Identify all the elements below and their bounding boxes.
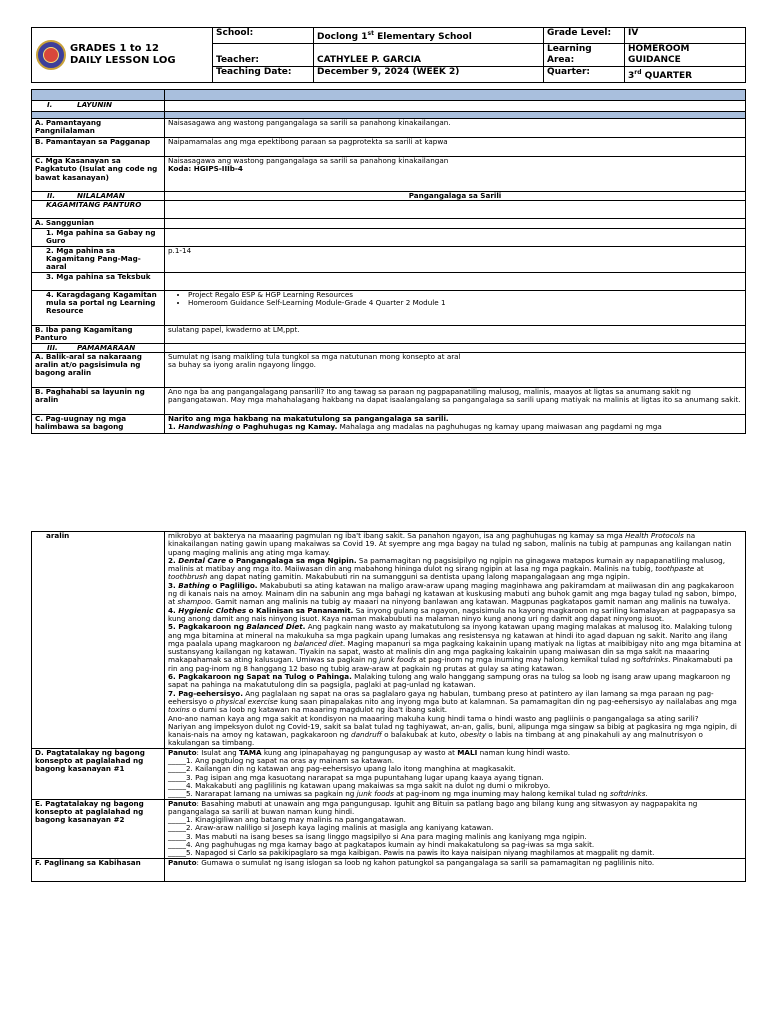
row-gabay-guro-label: 1. Mga pahina sa Gabay ng Guro (32, 228, 165, 246)
row-paglinang-value: Panuto: Gumawa o sumulat ng isang islogan sa loob ng kahon patungkol sa pangangalaga sa sarili sa pamamagitan ng paglilinis nito. (165, 858, 746, 881)
row-pamantayang-pangnilalaman-label: A. Pamantayang Pangnilalaman (32, 119, 165, 138)
row-pagtatalakay-1-value: Panuto: Isulat ang TAMA kung ang ipinapahayag ng pangungusap ay wasto at MALI naman kung hindi wasto. _____1. Ang pagtulog ng sapat na oras ay mainam sa katawan. _____2. Kailangan din ng katawan ang pag-eehersisyo upang lalo itong manghina at magkasakit. _____3. Pag isipan ang mga kasuotang nararapat sa mga pupuntahang lugar upang kaaya ayang tignan. _____4. Makakabuti ang paglilinis ng katawan upang makaiwas sa mga sakit na dulot ng dumi o mikrobyo. _____5. Nararapat lamang na umiwas sa pagkain ng junk foods at pag-inom ng mga inuming may halong kemikal tulad ng softdrinks. (165, 748, 746, 799)
quiz-item: _____5. Napagod si Carlo sa pakikipaglaro sa mga kaibigan. Pawis na pawis ito kaya naisipan niyang maghilamos at magpalit ng damit. (168, 848, 655, 858)
row-iba-pang-kagamitan-value: sulatang papel, kwaderno at LM,ppt. (165, 325, 746, 343)
logo-cell (32, 28, 213, 83)
school-value: Doclong 1st Elementary School (314, 28, 544, 44)
row-paghahabi-label: B. Paghahabi sa layunin ng aralin (32, 387, 165, 414)
section-nilalaman: II. NILALAMAN (32, 192, 165, 201)
date-value: December 9, 2024 (WEEK 2) (314, 67, 544, 83)
row-iba-pang-kagamitan-label: B. Iba pang Kagamitang Panturo (32, 325, 165, 343)
resource-item: • Homeroom Guidance Self-Learning Module-Grade 4 Quarter 2 Module 1 (188, 299, 742, 307)
row-pamantayang-pangnilalaman-value: Naisasagawa ang wastong pangangalaga sa sarili sa panahong kinakailangan. (165, 119, 746, 138)
row-pamantayan-sa-pagganap-value: Naipamamalas ang mga epektibong paraan sa pagprotekta sa sarili at kapwa (165, 138, 746, 157)
row-balik-aral-label: A. Balik-aral sa nakaraang aralin at/o pagsisimula ng bagong aralin (32, 352, 165, 387)
quarter-label: Quarter: (544, 67, 625, 83)
quiz-item: _____2. Kailangan din ng katawan ang pag-eehersisyo upang lalo itong manghina at magkasakit. (168, 764, 516, 774)
row-kasanayan-value: Naisasagawa ang wastong pangangalaga sa sarili sa panahong kinakailangan Koda: HGIPS-IIIb-4 (165, 157, 746, 192)
school-label: School: (213, 28, 314, 44)
row-karagdagang-kagamitan-label: 4. Karagdagang Kagamitan mula sa portal ng Learning Resource (32, 290, 165, 325)
row-sanggunian-label: A. Sanggunian (32, 219, 165, 228)
row-aralin-label: aralin (32, 532, 165, 749)
lesson-table-page-2 (31, 531, 746, 882)
row-paglinang-label: F. Paglinang sa Kabihasan (32, 858, 165, 881)
row-paghahabi-value: Ano nga ba ang pangangalagang pansarili? Ito ang tawag sa paraan ng pagpapanatiling malusog, malinis, maayos at ligtas sa anumang sakit ng pangangatawan. May mga mahahalagang hakbang na dapat isaalangalang sa pangangalaga sa sarili upang matiyak na malinis at ligtas ito sa anumang sakit. (165, 387, 746, 414)
grade-label: Grade Level: (544, 28, 625, 44)
row-pag-uugnay-label: C. Pag-uugnay ng mga halimbawa sa bagong (32, 414, 165, 433)
row-pagtatalakay-2-value: Panuto: Basahing mabuti at unawain ang mga pangungusap. Iguhit ang Bituin sa patlang bago ang bilang kung ang sitwasyon ay nagpapakita ng pangangalaga sa sarili at buwan naman kung hindi. _____1. Kinagigiliwan ang batang may malinis na pangangatawan. _____2. Araw-araw naliligo si Joseph kaya laging malinis at masigla ang kaniyang katawan. _____3. Mas mabuti na isang beses sa isang linggo magsipilyo si Ana para maging malinis ang kaniyang mga ngipin. _____4. Ang paghuhugas ng mga kamay bago at pagkatapos kumain ay hindi makakatulong sa pag-iwas sa mga sakit. _____5. Napagod si Carlo sa pakikipaglaro sa mga kaibigan. Pawis na pawis ito kaya naisipan niyang maghilamos at magpalit ng damit. (165, 799, 746, 858)
area-label: Learning Area: (544, 44, 625, 67)
section-kagamitang-panturo: KAGAMITANG PANTURO (32, 201, 165, 219)
row-aralin-value: mikrobyo at bakterya na maaaring pagmulan ng iba't ibang sakit. Sa panahon ngayon, isa ang paghuhugas ng kamay sa mga Health Protocols na kinakailangan nating gawin upang makaiwas sa Covid 19. At syempre ang mga bagay na tulad ng sabon, malinis na tubig at pampunas ang kailangan natin upang maging malinis ang ating mga kamay. 2. Dental Care o Pangangalaga sa mga Ngipin. Sa pamamagitan ng pagsisipilyo ng ngipin na ginagawa matapos kumain ay napapanatiling malusog, malinis at matibay ang mga ito. Maiiwasan din ang mabahong hininga dulot ng sirang ngipin at lasa ng mga pagkain. Malinis na tubig, toothpaste at toothbrush ang dapat nating gamitin. Makabubuti rin na sumangguni sa dentista upang lalong mapangalagaan ang mga ngipin. 3. Bathing o Pagliligo. Makabubuti sa ating katawan na maligo araw-araw upang maging maginhawa ang pakiramdam at maiiwasan din ang pagkakaroon ng di kanais nais na amoy. Mainam din na sabunin ang mga bahagi ng katawan at kuskusing mabuti ang buhok gamit ang mga bagay tulad ng sabon, bimpo, at shampoo. Gamit naman ang malinis na tubig ay maaari na ninyong banlawan ang katawan. Magpunas pagkatapos gamit naman ang malinis na tuwalya. 4. Hygienic Clothes o Kalinisan sa Pananamit. Sa inyong gulang sa ngayon, nagsisimula na kayong magkaroon ng sariling kamalayan at pagpapasya sa kung anong damit ang nais ninyong isuot. Kaya naman makabubuti na malaman ninyo kung anong uri ng damit ang dapat ninyong isuot. 5. Pagkakaroon ng Balanced Diet. Ang pagkain nang wasto ay makatutulong sa inyong katawan upang maging malakas at malusog ito. Malaking tulong ang mga bitamina at mineral na makukuha sa mga pagkain upang lumakas ang resistensya ng katawan at hindi ito agad dapuan ng sakit. Narito ang ilang mga paalala upang magkaroon ng balanced diet. Maging mapanuri sa mga pagkaing kakainin upang matiyak na ligtas at maibibigay nito ang mga bitamina at sustansyang kailangan ng katawan. Tiyakin na sapat, wasto at malinis din ang mga pagkaing kakainin upang maiwasan din sa mga sakit na maaaring makapahamak sa ating kalusugan. Umiwas sa pagkain ng junk foods at pag-inom ng mga inuming may halong kemikal tulad ng softdrinks. Pinakamabuti pa rin ang pag-inom ng 8 hanggang 12 baso ng tubig araw-araw at pagkain ng prutas at gulay sa ating katawan. 6. Pagkakaroon ng Sapat na Tulog o Pahinga. Malaking tulong ang walo hanggang sampung oras na tulog sa loob ng isang araw upang magkaroon ng sapat na pahinga na makatutulong din sa pagsigla, paglaki at pag-unlad ng katawan. 7. Pag-eehersisyo. Ang paglalaan ng sapat na oras sa paglalaro gaya ng habulan, tumbang preso at patintero ay ilan lamang sa mga paraan ng pag-eehersisyo o physical exercise kung saan pinapalakas nito ang inyong mga buto at kalamnan. Sa pamamagitan din ng pag-eehersisyo ay nailalabas ang mga toxins o dumi sa loob ng katawan na maaaring magdulot ng iba't ibang sakit. Ano-ano naman kaya ang mga sakit at kondisyon na maaaring makuha kung hindi tama o hindi wasto ang pagliinis o pangangalaga sa ating sarili? Nariyan ang impeksyon dulot ng Covid-19, sakit sa balat tulad ng taghiyawat, an-an, galis, buni, alipunga mga singaw sa bibig at pagkasira ng mga ngipin, di kanais-nais na amoy ng katawan, pagkakaroon ng dandruff o balakubak at kuto, obesity o labis na timbang at ang pinakahuli ay ang malnutrisyon o kakulangan sa timbang. (165, 532, 746, 749)
header-table (31, 27, 746, 83)
quiz-item: _____1. Kinagigiliwan ang batang may malinis na pangangatawan. (168, 815, 406, 825)
row-karagdagang-kagamitan-value (165, 290, 746, 325)
quarter-value: 3rd QUARTER (625, 67, 746, 83)
resource-item: • Project Regalo ESP & HGP Learning Resources (188, 291, 742, 299)
row-balik-aral-value: Sumulat ng isang maikling tula tungkol sa mga natutunan mong konsepto at aral sa buhay sa iyong aralin ngayong linggo. (165, 352, 746, 387)
quiz-item: _____3. Pag isipan ang mga kasuotang nararapat sa mga pupuntahang lugar upang kaaya ayang tignan. (168, 772, 544, 782)
quiz-item: _____1. Ang pagtulog ng sapat na oras ay mainam sa katawan. (168, 756, 395, 766)
area-value: HOMEROOM GUIDANCE (625, 44, 746, 67)
quiz-item: _____5. Nararapat lamang na umiwas sa pagkain ng junk foods at pag-inom ng mga inuming may halong kemikal tulad ng softdrinks. (168, 789, 648, 799)
logo-title-line-1: GRADES 1 to 12 (70, 43, 159, 54)
lesson-table-page-1 (31, 89, 746, 434)
quiz-item: _____3. Mas mabuti na isang beses sa isang linggo magsipilyo si Ana para maging malinis ang kaniyang mga ngipin. (168, 831, 587, 841)
row-kasanayan-label: C. Mga Kasanayan sa Pagkatuto (Isulat ang code ng bawat kasanayan) (32, 157, 165, 192)
logo-title-line-2: DAILY LESSON LOG (70, 55, 176, 66)
quiz-item: _____4. Makakabuti ang paglilinis ng katawan upang makaiwas sa mga sakit na dulot ng dumi o mikrobyo. (168, 780, 551, 790)
quiz-item: _____4. Ang paghuhugas ng mga kamay bago at pagkatapos kumain ay hindi makakatulong sa pag-iwas sa mga sakit. (168, 839, 595, 849)
grade-value: IV (625, 28, 746, 44)
section-pamamaraan: III. PAMAMARAAN (32, 343, 165, 352)
teacher-value: CATHYLEE P. GARCIA (314, 44, 544, 67)
row-pamantayan-sa-pagganap-label: B. Pamantayan sa Pagganap (32, 138, 165, 157)
section-layunin: I. LAYUNIN (32, 101, 165, 112)
row-teksbuk-label: 3. Mga pahina sa Teksbuk (32, 272, 165, 290)
nilalaman-value: Pangangalaga sa Sarili (165, 192, 746, 201)
date-label: Teaching Date: (213, 67, 314, 83)
row-kagamitang-mag-aaral-label: 2. Mga pahina sa Kagamitang Pang-Mag-aaral (32, 246, 165, 272)
teacher-label: Teacher: (213, 44, 314, 67)
row-pag-uugnay-value: Narito ang mga hakbang na makatutulong sa pangangalaga sa sarili. 1. Handwashing o Paghuhugas ng Kamay. Mahalaga ang madalas na paghuhugas ng kamay upang maiwasan ang pagdami ng mga (165, 414, 746, 433)
row-kagamitang-mag-aaral-value: p.1-14 (165, 246, 746, 272)
quiz-item: _____2. Araw-araw naliligo si Joseph kaya laging malinis at masigla ang kaniyang katawan. (168, 823, 494, 833)
row-pagtatalakay-2-label: E. Pagtatalakay ng bagong konsepto at paglalahad ng bagong kasanayan #2 (32, 799, 165, 858)
deped-seal-icon (36, 40, 66, 70)
row-pagtatalakay-1-label: D. Pagtatalakay ng bagong konsepto at paglalahad ng bagong kasanayan #1 (32, 748, 165, 799)
